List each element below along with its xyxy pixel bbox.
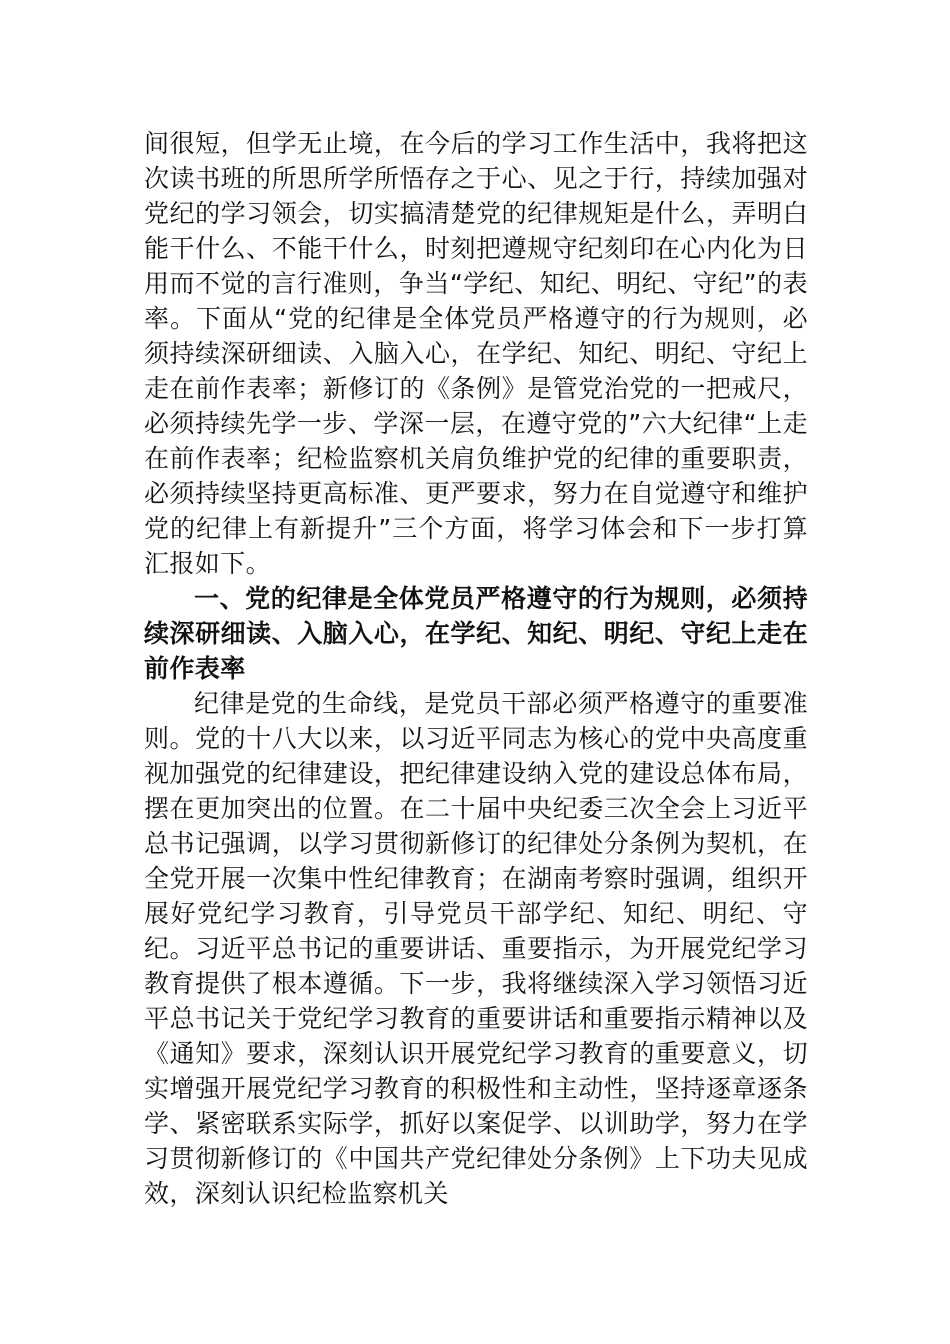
section-heading-1: 一、党的纪律是全体党员严格遵守的行为规则，必须持续深研细读、入脑入心，在学纪、知纪、明纪、守纪上走在前作表率 [144,584,808,683]
body-paragraph-continued: 间很短，但学无止境，在今后的学习工作生活中，我将把这次读书班的所思所学所悟存之于心、见之于行，持续加强对党纪的学习领会，切实搞清楚党的纪律规矩是什么，弄明白能干什么、不能干什么，时刻把遵规守纪刻印在心内化为日用而不觉的言行准则，争当“学纪、知纪、明纪、守纪”的表率。下面从“党的纪律是全体党员严格遵守的行为规则，必须持续深研细读、入脑入心，在学纪、知纪、明纪、守纪上走在前作表率；新修订的《条例》是管党治党的一把戒尺，必须持续先学一步、学深一层，在遵守党的”六大纪律“上走在前作表率；纪检监察机关肩负维护党的纪律的重要职责，必须持续坚持更高标准、更严要求，努力在自觉遵守和维护党的纪律上有新提升”三个方面，将学习体会和下一步打算汇报如下。 [144,129,808,578]
document-body [144,126,808,1211]
body-paragraph: 纪律是党的生命线，是党员干部必须严格遵守的重要准则。党的十八大以来，以习近平同志为核心的党中央高度重视加强党的纪律建设，把纪律建设纳入党的建设总体布局，摆在更加突出的位置。在二十届中央纪委三次全会上习近平总书记强调，以学习贯彻新修订的纪律处分条例为契机，在全党开展一次集中性纪律教育；在湖南考察时强调，组织开展好党纪学习教育，引导党员干部学纪、知纪、明纪、守纪。习近平总书记的重要讲话、重要指示，为开展党纪学习教育提供了根本遵循。下一步，我将继续深入学习领悟习近平总书记关于党纪学习教育的重要讲话和重要指示精神以及《通知》要求，深刻认识开展党纪学习教育的重要意义，切实增强开展党纪学习教育的积极性和主动性，坚持逐章逐条学、紧密联系实际学，抓好以案促学、以训助学，努力在学习贯彻新修订的《中国共产党纪律处分条例》上下功夫见成效，深刻认识纪检监察机关 [144,689,808,1208]
